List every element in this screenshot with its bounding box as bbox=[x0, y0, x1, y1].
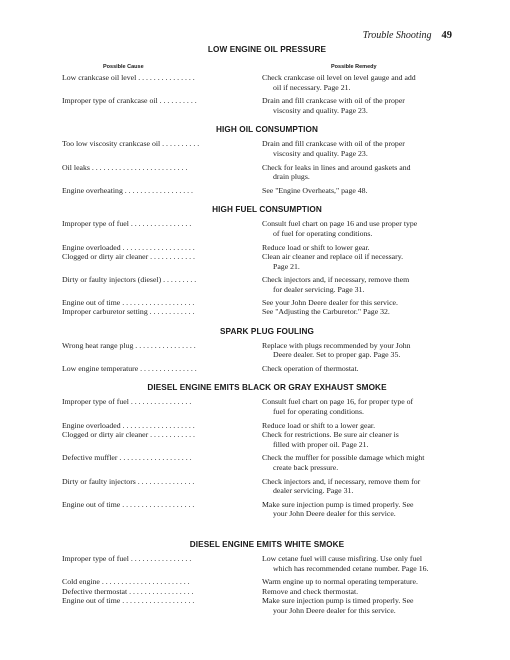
possible-cause: Engine overloaded . . . . . . . . . . . . . . . . . . . bbox=[62, 420, 195, 430]
remedy-line: Consult fuel chart on page 16 and use proper type bbox=[262, 219, 418, 229]
possible-remedy bbox=[262, 364, 472, 374]
possible-cause: Low engine temperature . . . . . . . . . . . . . . . bbox=[62, 363, 197, 373]
trouble-shooting-content bbox=[62, 44, 472, 616]
remedy-line: create back pressure. bbox=[273, 463, 339, 473]
section bbox=[62, 44, 472, 115]
trouble-row bbox=[62, 577, 472, 587]
possible-remedy bbox=[262, 307, 472, 317]
remedy-line: Check injectors and, if necessary, remove them bbox=[262, 275, 410, 285]
remedy-line: Check injectors and, if necessary, remove them for bbox=[262, 476, 421, 486]
trouble-row bbox=[62, 307, 472, 317]
section bbox=[62, 326, 472, 374]
trouble-row bbox=[62, 73, 472, 92]
possible-remedy bbox=[262, 587, 472, 597]
possible-remedy bbox=[262, 421, 472, 431]
section-title: DIESEL ENGINE EMITS WHITE SMOKE bbox=[189, 540, 345, 549]
possible-cause: Improper type of fuel . . . . . . . . . . . . . . . . bbox=[62, 397, 192, 407]
section-title: HIGH OIL CONSUMPTION bbox=[216, 125, 318, 135]
trouble-row bbox=[62, 430, 472, 449]
trouble-row bbox=[62, 500, 472, 519]
possible-remedy bbox=[262, 397, 472, 416]
trouble-row bbox=[62, 275, 472, 294]
possible-remedy bbox=[262, 298, 472, 308]
possible-remedy bbox=[262, 186, 472, 196]
remedy-line: oil if necessary. Page 21. bbox=[273, 82, 351, 92]
remedy-line: Low cetane fuel will cause misfiring. Use only fuel bbox=[262, 554, 423, 563]
trouble-row bbox=[62, 421, 472, 431]
trouble-row bbox=[62, 397, 472, 416]
possible-cause: Engine out of time . . . . . . . . . . . . . . . . . . . bbox=[62, 499, 195, 509]
section-title: DIESEL ENGINE EMITS BLACK OR GRAY EXHAUST SMOKE bbox=[147, 383, 387, 393]
remedy-line: Warm engine up to normal operating temperature. bbox=[262, 577, 418, 587]
possible-cause: Oil leaks . . . . . . . . . . . . . . . . . . . . . . . . . bbox=[62, 162, 188, 172]
remedy-line: Page 21. bbox=[273, 261, 300, 271]
section bbox=[62, 539, 472, 616]
header-title: Trouble Shooting bbox=[362, 30, 432, 41]
remedy-line: Make sure injection pump is timed properly. See bbox=[262, 596, 414, 606]
remedy-line: Check operation of thermostat. bbox=[262, 363, 359, 373]
possible-cause: Engine out of time . . . . . . . . . . . . . . . . . . . bbox=[62, 297, 195, 307]
trouble-row bbox=[62, 298, 472, 308]
possible-remedy bbox=[262, 73, 472, 92]
possible-remedy bbox=[262, 500, 472, 519]
trouble-row bbox=[62, 243, 472, 253]
remedy-line: of fuel for operating conditions. bbox=[273, 228, 373, 238]
possible-cause: Improper type of fuel . . . . . . . . . . . . . . . . bbox=[62, 219, 192, 229]
page-number: 49 bbox=[441, 30, 452, 41]
possible-cause: Engine overheating . . . . . . . . . . . . . . . . . . bbox=[62, 185, 194, 195]
possible-remedy bbox=[262, 430, 472, 449]
cause-column-header: Possible Cause bbox=[103, 64, 144, 70]
trouble-row bbox=[62, 341, 472, 360]
remedy-line: viscosity and quality. Page 23. bbox=[273, 148, 368, 158]
possible-cause: Defective muffler . . . . . . . . . . . . . . . . . . . bbox=[62, 453, 192, 463]
remedy-line: Deere dealer. Set to proper gap. Page 35. bbox=[273, 350, 401, 360]
remedy-line: See your John Deere dealer for this service. bbox=[262, 297, 398, 307]
remedy-line: Drain and fill crankcase with oil of the proper bbox=[262, 96, 405, 106]
trouble-row bbox=[62, 96, 472, 115]
possible-remedy bbox=[262, 554, 472, 573]
possible-cause: Too low viscosity crankcase oil . . . . . . . . . . bbox=[62, 139, 200, 149]
possible-cause: Wrong heat range plug . . . . . . . . . . . . . . . . bbox=[62, 340, 196, 350]
remedy-line: Replace with plugs recommended by your John bbox=[262, 340, 411, 350]
trouble-row bbox=[62, 477, 472, 496]
possible-cause: Engine out of time . . . . . . . . . . . . . . . . . . . bbox=[62, 596, 195, 606]
trouble-row bbox=[62, 596, 472, 615]
possible-remedy bbox=[262, 163, 472, 182]
trouble-row bbox=[62, 163, 472, 182]
possible-remedy bbox=[262, 219, 472, 238]
possible-remedy bbox=[262, 577, 472, 587]
remedy-line: See "Engine Overheats," page 48. bbox=[262, 185, 368, 195]
remedy-line: viscosity and quality. Page 23. bbox=[273, 105, 368, 115]
remedy-line: Reduce load or shift to lower gear. bbox=[262, 242, 370, 252]
remedy-line: Consult fuel chart on page 16, for proper type of bbox=[262, 397, 414, 407]
remedy-line: Check crankcase oil level on level gauge and add bbox=[262, 73, 416, 82]
trouble-row bbox=[62, 252, 472, 271]
trouble-row bbox=[62, 587, 472, 597]
remedy-line: Check for restrictions. Be sure air cleaner is bbox=[262, 430, 399, 440]
possible-remedy bbox=[262, 243, 472, 253]
possible-remedy bbox=[262, 596, 472, 615]
page-header bbox=[363, 30, 452, 41]
section bbox=[62, 204, 472, 316]
section-title: LOW ENGINE OIL PRESSURE bbox=[207, 45, 327, 54]
possible-cause: Dirty or faulty injectors (diesel) . . . . . . . . . bbox=[62, 275, 197, 285]
possible-cause: Engine overloaded . . . . . . . . . . . . . . . . . . . bbox=[62, 242, 195, 252]
remedy-line: dealer servicing. Page 31. bbox=[273, 486, 354, 496]
possible-cause: Dirty or faulty injectors . . . . . . . . . . . . . . . bbox=[62, 476, 195, 486]
possible-remedy bbox=[262, 341, 472, 360]
trouble-row bbox=[62, 453, 472, 472]
remedy-line: your John Deere dealer for this service. bbox=[273, 509, 396, 519]
possible-cause: Improper type of crankcase oil . . . . . . . . . . bbox=[62, 96, 197, 106]
trouble-row bbox=[62, 186, 472, 196]
possible-cause: Improper type of fuel . . . . . . . . . . . . . . . . bbox=[62, 554, 192, 563]
possible-remedy bbox=[262, 252, 472, 271]
trouble-row bbox=[62, 364, 472, 374]
possible-remedy bbox=[262, 139, 472, 158]
possible-cause: Clogged or dirty air cleaner . . . . . . . . . . . . bbox=[62, 252, 195, 262]
possible-cause: Clogged or dirty air cleaner . . . . . . . . . . . . bbox=[62, 430, 195, 440]
remedy-column-header: Possible Remedy bbox=[331, 64, 377, 70]
remedy-line: filled with proper oil. Page 21. bbox=[273, 439, 369, 449]
remedy-line: See "Adjusting the Carburetor." Page 32. bbox=[262, 307, 390, 317]
possible-remedy bbox=[262, 453, 472, 472]
trouble-row bbox=[62, 139, 472, 158]
remedy-line: Clean air cleaner and replace oil if necessary. bbox=[262, 252, 404, 262]
section-title: SPARK PLUG FOULING bbox=[220, 326, 314, 336]
remedy-line: Make sure injection pump is timed properly. See bbox=[262, 499, 414, 509]
section-title: HIGH FUEL CONSUMPTION bbox=[212, 205, 322, 215]
remedy-line: your John Deere dealer for this service. bbox=[273, 605, 396, 615]
possible-cause: Improper carburetor setting . . . . . . . . . . . . bbox=[62, 307, 195, 317]
trouble-row bbox=[62, 554, 472, 573]
remedy-line: Drain and fill crankcase with oil of the proper bbox=[262, 139, 405, 149]
remedy-line: drain plugs. bbox=[273, 172, 310, 182]
remedy-line: for dealer servicing. Page 31. bbox=[273, 284, 365, 294]
remedy-line: Reduce load or shift to a lower gear. bbox=[262, 420, 376, 430]
remedy-line: which has recommended cetane number. Page 16. bbox=[273, 563, 429, 573]
possible-cause: Cold engine . . . . . . . . . . . . . . . . . . . . . . . bbox=[62, 577, 190, 587]
section bbox=[62, 382, 472, 519]
possible-remedy bbox=[262, 275, 472, 294]
trouble-row bbox=[62, 219, 472, 238]
possible-remedy bbox=[262, 96, 472, 115]
remedy-line: Check for leaks in lines and around gaskets and bbox=[262, 162, 411, 172]
remedy-line: Remove and check thermostat. bbox=[262, 586, 359, 596]
remedy-line: Check the muffler for possible damage which might bbox=[262, 453, 425, 463]
section bbox=[62, 124, 472, 195]
possible-remedy bbox=[262, 477, 472, 496]
remedy-line: fuel for operating conditions. bbox=[273, 407, 364, 417]
possible-cause: Low crankcase oil level . . . . . . . . . . . . . . . bbox=[62, 73, 195, 82]
possible-cause: Defective thermostat . . . . . . . . . . . . . . . . . bbox=[62, 586, 194, 596]
